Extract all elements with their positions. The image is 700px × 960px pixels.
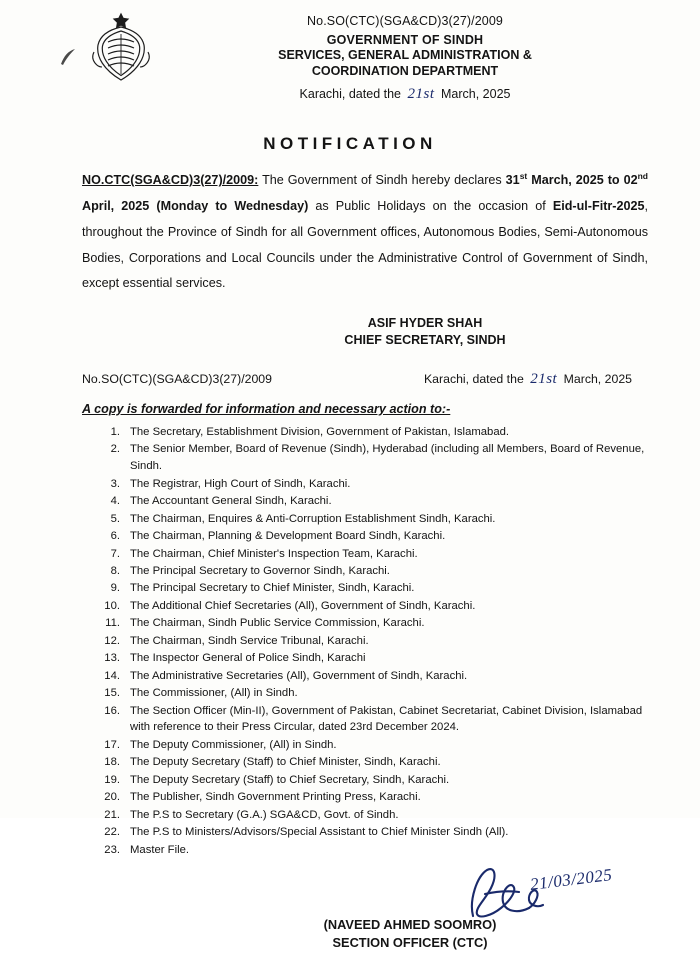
signature-2-name: (NAVEED AHMED SOOMRO): [323, 917, 497, 933]
list-item: [96, 441, 660, 475]
header-department-line1: SERVICES, GENERAL ADMINISTRATION &: [278, 48, 532, 62]
list-item-number: 5.: [110, 512, 120, 525]
second-date-handwritten: 21st: [530, 371, 558, 387]
signature-block-chief-secretary: [0, 315, 700, 349]
second-reference-date: [424, 371, 648, 388]
list-item-text: The P.S to Ministers/Advisors/Special Assistant to Chief Minister Sindh (All).: [130, 826, 509, 839]
list-item-number: 22.: [104, 826, 120, 839]
list-item: [96, 615, 660, 632]
ink-doodle-icon: [58, 46, 80, 68]
body-text-3: , throughout the Province of Sindh for all Government offices, Autonomous Bodies, Semi-Autonomous Bodies, Corporations and Local Councils under the Administrative Control of Government of Sindh, except essential services.: [82, 199, 648, 291]
list-item-number: 9.: [110, 582, 120, 595]
list-item-number: 13.: [104, 652, 120, 665]
second-reference-row: [82, 371, 648, 388]
list-item-number: 8.: [110, 565, 120, 577]
list-item-text: The Deputy Secretary (Staff) to Chief Minister, Sindh, Karachi.: [130, 756, 441, 769]
list-item-number: 7.: [110, 547, 120, 560]
sindh-government-emblem-icon: [88, 12, 154, 84]
list-item-text: The Administrative Secretaries (All), Government of Sindh, Karachi.: [130, 669, 468, 682]
list-item: [96, 546, 660, 563]
list-item: [96, 528, 660, 545]
header-reference-number: No.SO(CTC)(SGA&CD)3(27)/2009: [307, 14, 503, 28]
list-item: [96, 650, 660, 667]
second-reference-number: No.SO(CTC)(SGA&CD)3(27)/2009: [82, 372, 272, 386]
list-item: [96, 598, 660, 615]
list-item: [96, 633, 660, 650]
list-item-text: The Section Officer (Min-II), Government of Pakistan, Cabinet Secretariat, Cabinet Division, Islamabad with reference to their Press Circular, dated 23rd December 2024.: [130, 704, 643, 734]
list-item-text: The Senior Member, Board of Revenue (Sindh), Hyderabad (including all Members, Board of Revenue, Sindh.: [130, 443, 645, 473]
list-item: [96, 807, 660, 824]
list-item-number: 4.: [110, 495, 120, 508]
list-item: [96, 563, 660, 580]
list-item: [96, 424, 660, 441]
list-item-text: The Chairman, Sindh Service Tribunal, Karachi.: [130, 634, 369, 647]
list-item: [96, 685, 660, 702]
list-item-number: 21.: [104, 808, 120, 821]
list-item-text: The Commissioner, (All) in Sindh.: [130, 687, 298, 700]
header-date-handwritten: 21st: [407, 86, 435, 103]
signature-1-name: ASIF HYDER SHAH: [367, 316, 483, 331]
list-item: [96, 511, 660, 528]
list-item-text: The Inspector General of Police Sindh, Karachi: [130, 652, 366, 665]
list-item-number: 14.: [104, 669, 120, 682]
list-item-number: 19.: [104, 773, 120, 786]
forward-note: A copy is forwarded for information and necessary action to:-: [82, 402, 451, 416]
signature-2-designation: SECTION OFFICER (CTC): [332, 935, 488, 951]
body-occasion: Eid-ul-Fitr-2025: [552, 199, 645, 213]
list-item: [96, 789, 660, 806]
list-item-text: The Accountant General Sindh, Karachi.: [130, 495, 332, 508]
list-item-number: 20.: [104, 791, 120, 804]
list-item-text: The Deputy Commissioner, (All) in Sindh.: [130, 738, 337, 751]
list-item: [96, 580, 660, 597]
list-item-text: The Deputy Secretary (Staff) to Chief Secretary, Sindh, Karachi.: [130, 773, 450, 786]
list-item-number: 6.: [110, 530, 120, 543]
body-bold-date-end: April, 2025 (Monday to Wednesday): [82, 199, 309, 213]
list-item-text: The Publisher, Sindh Government Printing Press, Karachi.: [130, 791, 421, 804]
list-item-text: The Additional Chief Secretaries (All), Government of Sindh, Karachi.: [130, 599, 476, 612]
header-government: GOVERNMENT OF SINDH: [326, 33, 484, 47]
body-bold-date-start: 31: [505, 173, 520, 188]
list-item-number: 17.: [104, 738, 120, 751]
header-date-prefix: Karachi, dated the: [299, 87, 401, 102]
list-item: [96, 772, 660, 789]
list-item: [96, 476, 660, 493]
signature-1-designation: CHIEF SECRETARY, SINDH: [344, 333, 506, 348]
list-item-text: The Principal Secretary to Chief Minister, Sindh, Karachi.: [130, 582, 415, 595]
list-item-text: The Chairman, Planning & Development Board Sindh, Karachi.: [130, 530, 446, 543]
list-item: [96, 703, 660, 737]
copy-distribution-list: [96, 424, 660, 858]
list-item-number: 23.: [104, 843, 120, 856]
list-item-text: The Registrar, High Court of Sindh, Karachi.: [130, 477, 351, 490]
header-department-line2: COORDINATION DEPARTMENT: [311, 63, 499, 78]
notification-body: [82, 168, 648, 297]
second-date-suffix: March, 2025: [563, 372, 632, 386]
body-sup-st: st: [519, 171, 528, 181]
body-bold-date-mid: March, 2025 to 02: [527, 173, 638, 188]
body-text-1: The Government of Sindh hereby declares: [258, 173, 506, 188]
list-item-text: The P.S to Secretary (G.A.) SGA&CD, Govt. of Sindh.: [130, 808, 399, 821]
list-item-text: The Principal Secretary to Governor Sindh, Karachi.: [130, 565, 390, 577]
list-item-number: 12.: [104, 634, 120, 647]
list-item-text: Master File.: [130, 843, 190, 856]
header-date-suffix: March, 2025: [440, 87, 511, 102]
list-item-number: 16.: [104, 704, 120, 717]
list-item: [96, 493, 660, 510]
list-item-number: 2.: [110, 443, 120, 456]
list-item-text: The Chairman, Enquires & Anti-Corruption Establishment Sindh, Karachi.: [130, 512, 496, 525]
list-item-number: 18.: [104, 756, 120, 769]
list-item-number: 10.: [104, 599, 120, 612]
list-item-number: 3.: [110, 477, 120, 490]
document-header: [0, 0, 700, 110]
body-sup-nd: nd: [637, 171, 648, 181]
second-date-prefix: Karachi, dated the: [423, 372, 524, 386]
document-title: NOTIFICATION: [263, 134, 437, 153]
signature-block-section-officer: [0, 864, 700, 960]
list-item-number: 1.: [110, 426, 120, 438]
list-item-text: The Chairman, Sindh Public Service Commission, Karachi.: [130, 617, 425, 630]
list-item-text: The Secretary, Establishment Division, Government of Pakistan, Islamabad.: [130, 426, 510, 438]
handwritten-date-signature: 21/03/2025: [529, 865, 614, 895]
list-item-number: 15.: [104, 687, 120, 700]
body-text-2: as Public Holidays on the occasion of: [308, 199, 553, 213]
list-item: [96, 737, 660, 754]
list-item: [96, 842, 660, 859]
list-item: [96, 754, 660, 771]
list-item: [96, 824, 660, 841]
header-date: [160, 86, 650, 103]
body-reference-number: NO.CTC(SGA&CD)3(27)/2009:: [82, 173, 259, 188]
list-item-number: 11.: [105, 617, 120, 630]
list-item-text: The Chairman, Chief Minister's Inspection Team, Karachi.: [130, 547, 418, 560]
list-item: [96, 668, 660, 685]
